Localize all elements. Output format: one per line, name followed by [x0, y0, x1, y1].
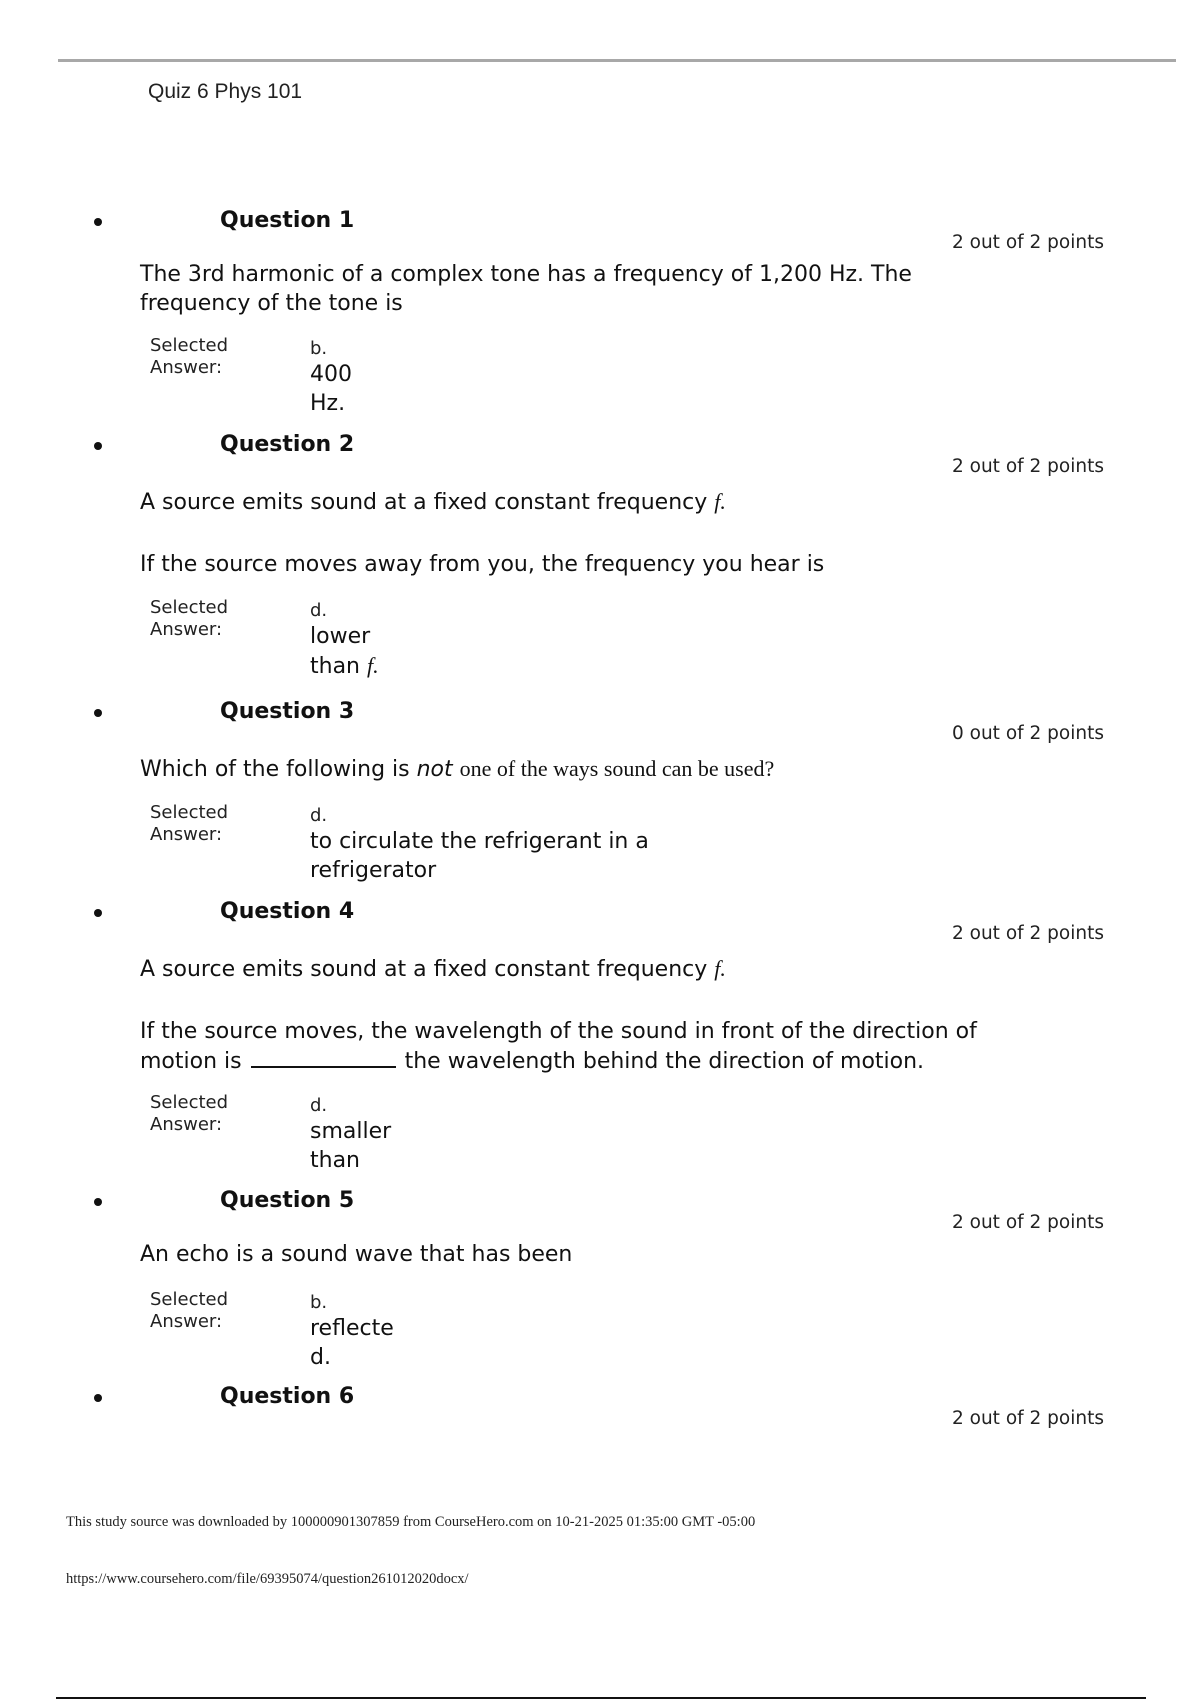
- answer-letter: b.: [310, 1292, 328, 1313]
- question-text: Which of the following is not one of the ways sound can be used?: [140, 756, 775, 782]
- selected-answer-label: Selected Answer:: [150, 335, 229, 378]
- document-title: Quiz 6 Phys 101: [148, 80, 303, 103]
- answer-letter: b.: [310, 338, 328, 359]
- question-text: A source emits sound at a fixed constant frequency f. If the source moves away from you, the frequency you hear is: [140, 489, 825, 577]
- question-heading: Question 1: [220, 208, 355, 233]
- question-text: An echo is a sound wave that has been: [140, 1242, 573, 1267]
- bullet: [94, 1198, 102, 1206]
- question-heading: Question 4: [220, 899, 355, 924]
- selected-answer: 400 Hz.: [310, 362, 352, 416]
- bottom-divider: [56, 1697, 1146, 1699]
- bullet: [94, 709, 102, 717]
- question-points: 2 out of 2 points: [951, 923, 1104, 944]
- selected-answer-label: Selected Answer:: [150, 1092, 229, 1135]
- question-text: The 3rd harmonic of a complex tone has a frequency of 1,200 Hz. The frequency of the tone is: [140, 262, 912, 316]
- question-heading: Question 6: [220, 1384, 355, 1409]
- selected-answer: lower than f.: [310, 624, 379, 679]
- selected-answer-label: Selected Answer:: [150, 1289, 229, 1332]
- question-points: 2 out of 2 points: [951, 232, 1104, 253]
- question-heading: Question 3: [220, 699, 355, 724]
- question-heading: Question 5: [220, 1188, 355, 1213]
- source-url: https://www.coursehero.com/file/69395074/question261012020docx/: [66, 1571, 469, 1587]
- bullet: [94, 218, 102, 226]
- bullet: [94, 909, 102, 917]
- selected-answer: reflecte d.: [310, 1316, 394, 1370]
- question-points: 2 out of 2 points: [951, 1408, 1104, 1429]
- top-divider: [58, 59, 1176, 62]
- bullet: [94, 442, 102, 450]
- answer-letter: d.: [310, 600, 328, 621]
- question-heading: Question 2: [220, 432, 355, 457]
- question-points: 0 out of 2 points: [951, 723, 1104, 744]
- selected-answer: to circulate the refrigerant in a refrigerator: [310, 829, 649, 883]
- selected-answer: smaller than: [310, 1119, 392, 1173]
- question-points: 2 out of 2 points: [951, 456, 1104, 477]
- question-text: A source emits sound at a fixed constant frequency f. If the source moves, the wavelength of the sound in front of the direction of motion is the wavelength behind the direction of motion.: [140, 956, 977, 1074]
- selected-answer-label: Selected Answer:: [150, 802, 229, 845]
- selected-answer-label: Selected Answer:: [150, 597, 229, 640]
- question-points: 2 out of 2 points: [951, 1212, 1104, 1233]
- fill-in-blank: [251, 1046, 396, 1068]
- answer-letter: d.: [310, 805, 328, 826]
- answer-letter: d.: [310, 1095, 328, 1116]
- download-notice: This study source was downloaded by 100000901307859 from CourseHero.com on 10-21-2025 01:35:00 GMT -05:00: [66, 1514, 756, 1530]
- bullet: [94, 1394, 102, 1402]
